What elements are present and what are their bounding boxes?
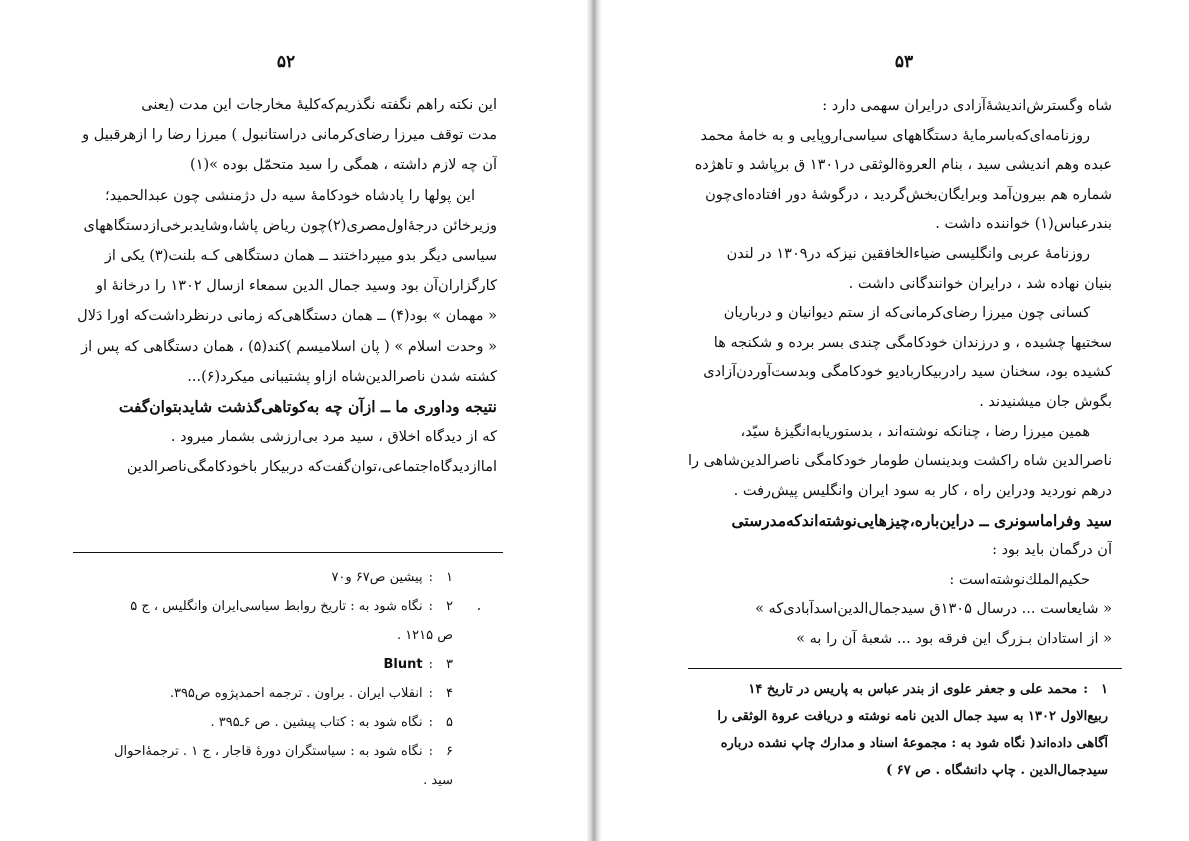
footnotes bbox=[688, 676, 1108, 784]
print-speck bbox=[478, 608, 480, 610]
footnote-number: ۲ bbox=[446, 599, 453, 614]
left-page bbox=[0, 0, 588, 841]
footnote-text: ربیع‌الاول ۱۳۰۲ به سید جمال الدین نامه نوشته و دریافت عروة الوثقی را bbox=[717, 709, 1108, 724]
text-line: آن چه لازم داشته ، همگی را سید متحمّل بوده »(۱) bbox=[190, 157, 497, 174]
text-line: کارگزاران‌آن بود وسید جمال الدین سمعاء ازسال ۱۳۰۲ را درخانهٔ او bbox=[95, 278, 497, 295]
footnote-number: ۵ bbox=[446, 715, 453, 730]
footnote: ۵:نگاه شود به : کتاب پیشین . ص ۶ـ۳۹۵ . bbox=[73, 708, 453, 737]
footnote-number: ۳ bbox=[446, 657, 453, 672]
footnote-text: انقلاب ایران . براون . ترجمه احمدپژوه ص۳۹۵. bbox=[169, 686, 423, 701]
text-line: عبده وهم اندیشی سید ، بنام العروةالوثقی در۱۳۰۱ ق برپاشد و تاهژده bbox=[694, 157, 1112, 174]
text-line: ناصرالدین شاه راکشت وبدینسان طومار خودکامگی ناصرالدین‌شاهی را bbox=[688, 453, 1112, 470]
footnote-number: ۶ bbox=[446, 744, 453, 759]
text-line: شماره هم بیرون‌آمد وبرایگان‌بخش‌گردید ، درگوشهٔ دور افتاده‌ای‌چون bbox=[705, 186, 1112, 203]
text-line: همین میرزا رضا ، چنانکه نوشته‌اند ، بدستوریابه‌انگیزهٔ سیّد، bbox=[740, 423, 1090, 440]
body-text bbox=[688, 92, 1112, 654]
page-number: ۵۳ bbox=[894, 52, 914, 72]
footnote-number: ۱ bbox=[446, 570, 453, 585]
footnote: ۶:نگاه شود به : سیاستگران دورهٔ قاجار ، ج ۱ . ترجمهٔ‌احوال bbox=[73, 737, 453, 766]
footnote: ۴:انقلاب ایران . براون . ترجمه احمدپژوه ص۳۹۵. bbox=[73, 679, 453, 708]
footnote-continuation bbox=[73, 621, 453, 650]
text-line: مدت توقف میرزا رضای‌کرمانی دراستانبول ) میرزا رضا را ازهرقبیل و bbox=[82, 127, 497, 144]
footnote-continuation bbox=[73, 766, 453, 795]
text-line: سیاسی دیگر بدو میپرداختند ــ همان دستگاهی کـه بلنت(۳) یکی از bbox=[104, 247, 497, 264]
text-line: روزنامهٔ عربی وانگلیسی ضیاءالخافقین نیزکه در۱۳۰۹ در لندن bbox=[726, 245, 1090, 262]
footnote-text: پیشین ص۶۷ و۷۰ bbox=[331, 570, 423, 585]
footnote: ۱:پیشین ص۶۷ و۷۰ bbox=[73, 563, 453, 592]
page-number: ۵۲ bbox=[276, 52, 296, 72]
text-line: کشته شدن ناصرالدین‌شاه ازاو پشتیبانی میکرد(۶)... bbox=[187, 368, 497, 385]
right-page bbox=[602, 0, 1189, 841]
text-line: وزیرخائن درجهٔ‌اول‌مصری(۲)چون ریاض پاشا،وشایدبرخی‌ازدستگاههای bbox=[83, 217, 497, 234]
text-line: بگوش جان میشنیدند . bbox=[979, 393, 1112, 410]
footnote-text: سید . bbox=[423, 773, 453, 788]
text-line: کشیده بود، سخنان سید رادربیکارباديو خودکامگی وبدست‌آوردن‌آزادی bbox=[703, 364, 1112, 381]
footnote-continuation bbox=[688, 703, 1108, 730]
text-line: « مهمان » بود(۴) ــ همان دستگاهی‌که زمانی درنظرداشت‌که اورا دَلال bbox=[77, 308, 497, 325]
text-line: که از دیدگاه اخلاق ، سید مرد بی‌ارزشی بشمار میرود . bbox=[170, 429, 497, 446]
text-line: « وحدت اسلام » ( پان اسلامیسم )کند(۵) ، همان دستگاهی که پس از bbox=[81, 338, 497, 355]
text-line: روزنامه‌ای‌که‌باسرمایهٔ دستگاههای سیاسی‌اروپایی و به خامهٔ محمد bbox=[700, 127, 1090, 144]
text-line: بنیان نهاده شد ، درایران خوانندگانی داشت . bbox=[848, 275, 1112, 292]
footnote-text: ص ۱۲۱۵ . bbox=[396, 628, 453, 643]
text-line: بندرعباس(۱) خواننده داشت . bbox=[935, 216, 1112, 233]
text-line: سختیها چشیده ، و درزندان خودکامگی چندی بسر برده و شکنجه ها bbox=[713, 334, 1112, 351]
footnote-text: محمد علی و جعفر علوی از بندر عباس به پاریس در تاریخ ۱۴ bbox=[748, 682, 1078, 697]
footnote: ۱:محمد علی و جعفر علوی از بندر عباس به پاریس در تاریخ ۱۴ bbox=[688, 676, 1108, 703]
footnote-divider bbox=[73, 552, 503, 553]
footnote-text: آگاهی داده‌اند( نگاه شود به : مجموعهٔ اسناد و مدارك چاپ نشده درباره bbox=[720, 736, 1108, 751]
text-line: کسانی چون میرزا رضای‌کرمانی‌که از ستم دیوانیان و درباریان bbox=[723, 305, 1090, 322]
footnote-text: نگاه شود به : کتاب پیشین . ص ۶ـ۳۹۵ . bbox=[210, 715, 423, 730]
footnote-number: ۴ bbox=[446, 686, 453, 701]
footnote-continuation bbox=[688, 757, 1108, 784]
body-text bbox=[73, 90, 497, 482]
footnote-number: ۱ bbox=[1101, 682, 1108, 697]
book-gutter bbox=[586, 0, 602, 841]
footnote-text: Blunt bbox=[383, 657, 423, 672]
footnote: ۲:نگاه شود به : تاریخ روابط سیاسی‌ایران وانگلیس ، ج ۵ bbox=[73, 592, 453, 621]
text-line: آن درگمان باید بود : bbox=[992, 541, 1112, 558]
text-line: درهم نوردید ودراین راه ، کار به سود ایران وانگلیس پیش‌رفت . bbox=[733, 482, 1112, 499]
footnote-text: سیدجمال‌الدین . چاپ دانشگاه . ص ۶۷ ) bbox=[886, 763, 1108, 778]
footnote-text: نگاه شود به : تاریخ روابط سیاسی‌ایران وانگلیس ، ج ۵ bbox=[130, 599, 423, 614]
footnote: ۳:Blunt bbox=[73, 650, 453, 679]
text-line: شاه وگسترش‌اندیشهٔ‌آزادی درایران سهمی دارد : bbox=[822, 98, 1112, 114]
footnote-text: نگاه شود به : سیاستگران دورهٔ قاجار ، ج ۱ . ترجمهٔ‌احوال bbox=[114, 744, 423, 759]
quote-line: « شایعاست ... درسال ۱۳۰۵ق سیدجمال‌الدین‌اسدآبادی‌که » bbox=[755, 601, 1112, 618]
text-line: این پولها را پادشاه خودکامهٔ سیه دل دژمنشی چون عبدالحمید؛ bbox=[105, 187, 475, 204]
footnote-divider bbox=[688, 668, 1122, 669]
text-line: حکیم‌الملك‌نوشته‌است : bbox=[949, 571, 1090, 588]
section-heading-line: نتیجه وداوری ما ــ ازآن چه به‌کوتاهی‌گذشت شایدبتوان‌گفت bbox=[118, 396, 497, 416]
text-line: این نکته راهم نگفته نگذریم‌که‌کلیهٔ مخارجات این مدت (یعنی bbox=[141, 97, 497, 113]
text-line: امااز‌دیدگاه‌اجتماعی،توان‌گفت‌که دربیکار باخودکامگی‌ناصرالدین bbox=[126, 459, 497, 476]
footnotes bbox=[73, 563, 453, 795]
footnote-continuation bbox=[688, 730, 1108, 757]
quote-line: « از استادان بـزرگ این فرقه بود ... شعبهٔ آن را به » bbox=[796, 630, 1112, 647]
section-heading-line: سید وفراماسونری ــ دراین‌باره،چیزهایی‌نوشته‌اندکه‌مدرستی bbox=[731, 511, 1112, 531]
